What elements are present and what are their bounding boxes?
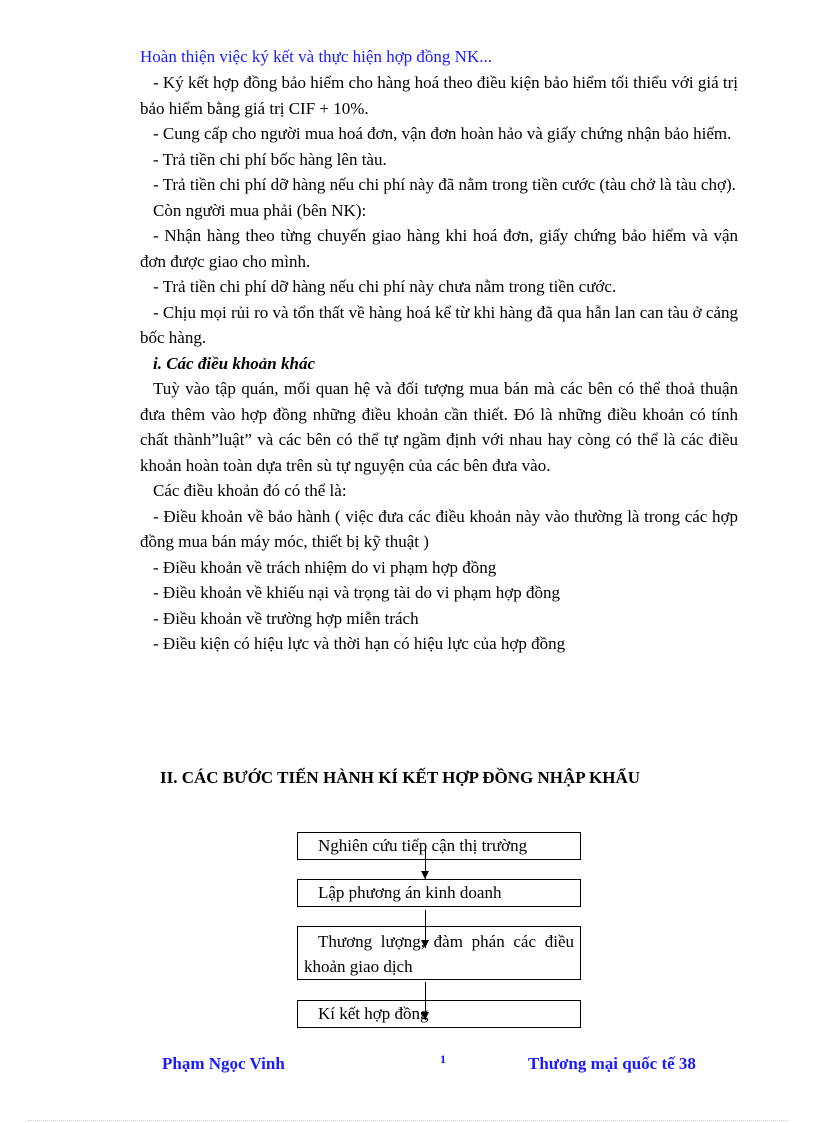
flow-arrow-head <box>421 871 429 879</box>
paragraph-risk: - Chịu mọi rủi ro và tổn thất về hàng hoá kể từ khi hàng đã qua hẫn lan can tàu ở cảng bốc hàng. <box>140 302 738 347</box>
section-heading: II. CÁC BƯỚC TIẾN HÀNH KÍ KẾT HỢP ĐỒNG NHẬP KHẨU <box>160 768 640 787</box>
paragraph-exemption: - Điều khoản về trường hợp miễn trách <box>153 608 419 628</box>
paragraph-loading-cost: - Trả tiền chi phí bốc hàng lên tàu. <box>153 149 387 169</box>
footer-page-number: 1 <box>440 1052 446 1066</box>
paragraph-insurance: - Ký kết hợp đồng bảo hiểm cho hàng hoá theo điều kiện bảo hiểm tối thiểu với giá trị bảo hiểm bằng giá trị CIF + 10%. <box>140 73 738 118</box>
page-divider <box>28 1120 788 1121</box>
flow-step-market-research <box>297 832 581 860</box>
paragraph-receive-goods: - Nhận hàng theo từng chuyến giao hàng khi hoá đơn, giấy chứng bảo hiểm và vận đơn được giao cho mình. <box>140 226 738 271</box>
document-page <box>140 44 738 657</box>
flow-arrow-head <box>421 1012 429 1020</box>
flow-step-sign-contract <box>297 1000 581 1028</box>
paragraph-warranty: - Điều khoản về bảo hành ( việc đưa các điều khoản này vào thường là trong các hợp đồng mua bán máy móc, thiết bị kỹ thuật ) <box>140 506 738 551</box>
flow-arrow-head <box>421 940 429 948</box>
flow-step-business-plan <box>297 879 581 907</box>
flow-step-negotiation <box>297 926 581 980</box>
paragraph-liability: - Điều khoản về trách nhiệm do vi phạm hợp đồng <box>153 557 497 577</box>
footer-author: Phạm Ngọc Vinh <box>162 1054 285 1073</box>
paragraph-unloading-cost: - Trả tiền chi phí dỡ hàng nếu chi phí này đã nằm trong tiền cước (tàu chở là tàu chợ). <box>153 175 736 194</box>
flow-step-label: Kí kết hợp đồng <box>318 1004 429 1023</box>
paragraph-validity: - Điều kiện có hiệu lực và thời hạn có hiệu lực của hợp đồng <box>153 634 566 653</box>
flow-step-label: Lập phương án kinh doanh <box>318 883 502 902</box>
paragraph-documents: - Cung cấp cho người mua hoá đơn, vận đơn hoàn hảo và giấy chứng nhận bảo hiểm. <box>153 124 732 143</box>
paragraph-buyer-unloading: - Trả tiền chi phí dỡ hàng nếu chi phí này chưa nằm trong tiền cước. <box>153 277 617 296</box>
flow-step-label: Nghiên cứu tiếp cận thị trường <box>318 836 528 855</box>
paragraph-terms-intro: Các điều khoản đó có thể là: <box>153 481 347 500</box>
flow-step-label: Thương lượng, đàm phán các điều khoản giao dịch <box>304 932 574 976</box>
running-header: Hoàn thiện việc ký kết và thực hiện hợp đồng NK... <box>140 47 492 66</box>
paragraph-custom-terms: Tuỳ vào tập quán, mối quan hệ và đối tượng mua bán mà các bên có thể thoả thuận đưa thêm vào hợp đồng những điều khoản cần thiết. Đó là những điều khoản có tính chất thành”luật” và các bên có thể tự ngầm định với nhau hay còng có thể là các điều khoản hoàn toàn dựa trên sù tự nguyện của các bên đưa vào. <box>140 379 738 475</box>
paragraph-claims: - Điều khoản về khiếu nại và trọng tài do vi phạm hợp đồng <box>153 583 560 602</box>
subheading-other-terms: i. Các điều khoản khác <box>153 353 315 373</box>
footer-course: Thương mại quốc tế 38 <box>528 1054 696 1073</box>
paragraph-buyer-intro: Còn người mua phải (bên NK): <box>153 200 367 220</box>
